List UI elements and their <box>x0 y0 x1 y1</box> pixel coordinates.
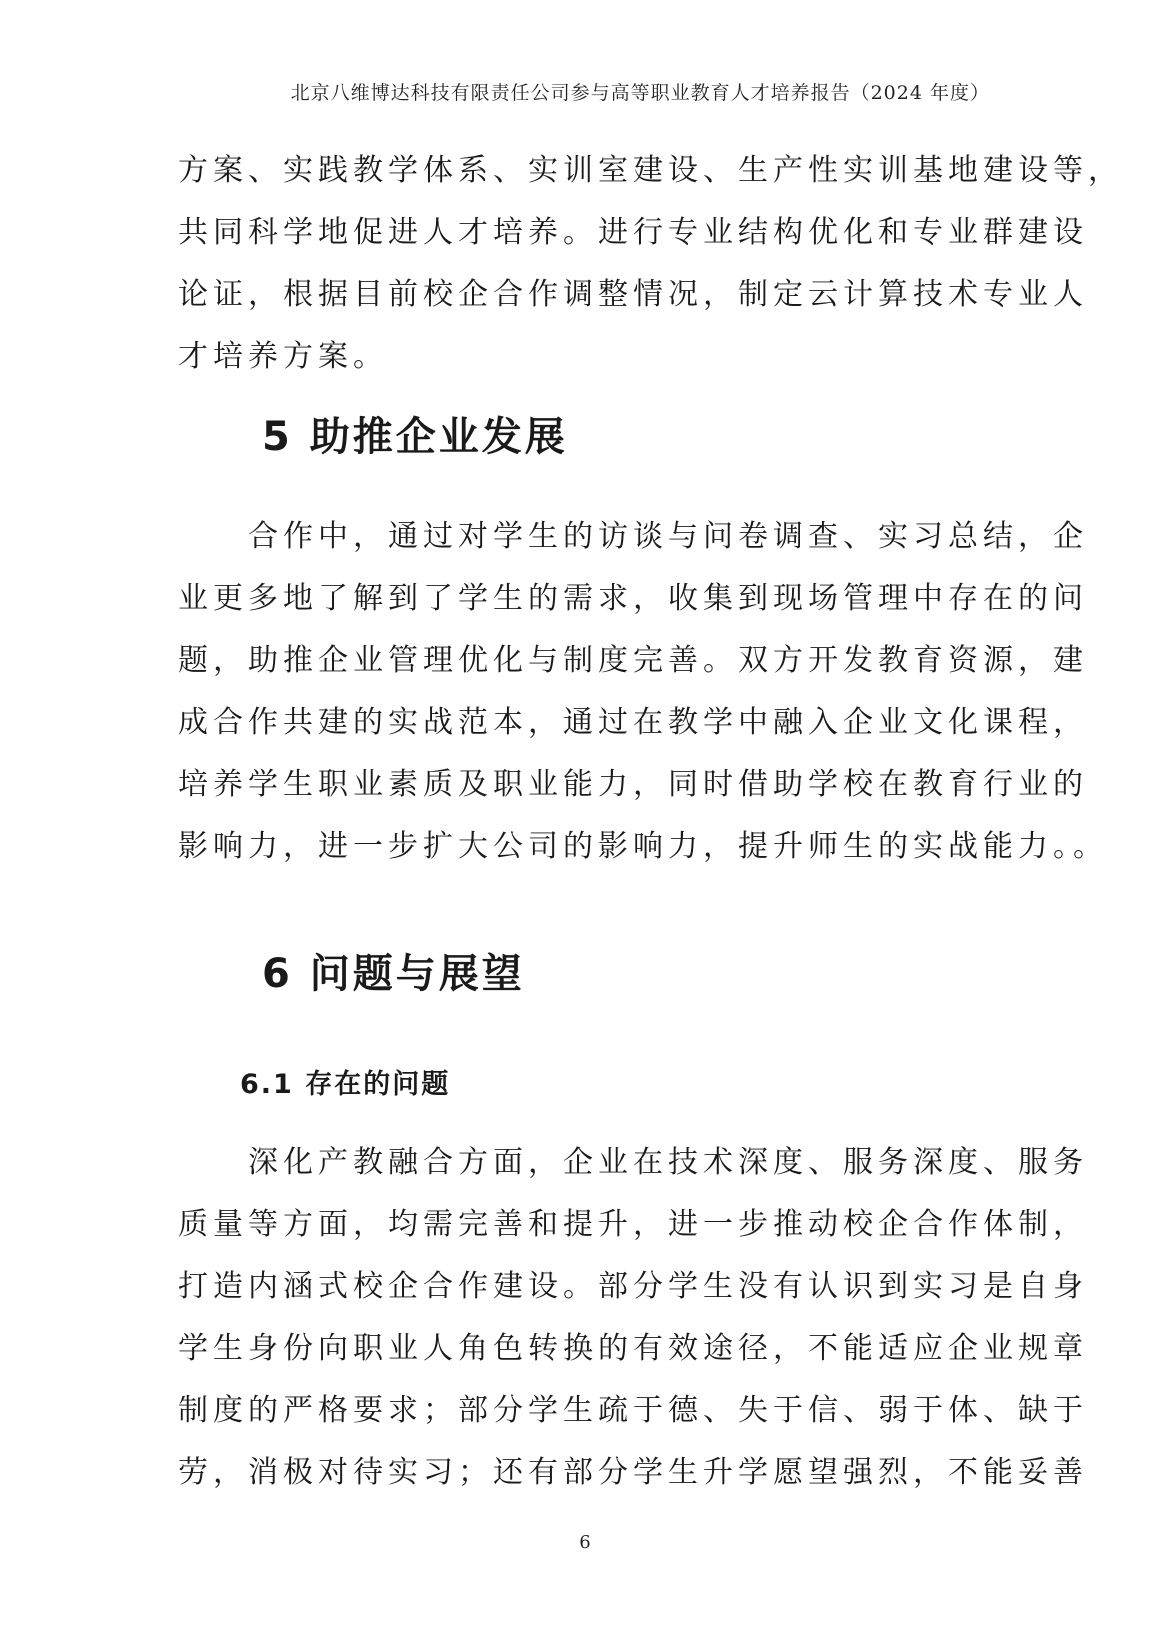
text-line: 合作中，通过对学生的访谈与问卷调查、实习总结，企 <box>178 519 1088 554</box>
text-line: 学生身份向职业人角色转换的有效途径，不能适应企业规章 <box>178 1331 1088 1366</box>
text-line: 题，助推企业管理优化与制度完善。双方开发教育资源，建 <box>178 643 1088 678</box>
text-line: 共同科学地促进人才培养。进行专业结构优化和专业群建设 <box>178 215 1088 250</box>
text-line: 深化产教融合方面，企业在技术深度、服务深度、服务 <box>178 1145 1088 1180</box>
text-line: 劳，消极对待实习；还有部分学生升学愿望强烈，不能妥善 <box>178 1455 1088 1490</box>
page-number: 6 <box>579 1532 591 1553</box>
text-line: 培养学生职业素质及职业能力，同时借助学校在教育行业的 <box>178 767 1088 802</box>
text-line: 成合作共建的实战范本，通过在教学中融入企业文化课程， <box>178 705 1088 740</box>
text-line: 才培养方案。 <box>178 339 388 374</box>
text-line: 质量等方面，均需完善和提升，进一步推动校企合作体制， <box>178 1207 1088 1242</box>
text-line: 业更多地了解到了学生的需求，收集到现场管理中存在的问 <box>178 581 1088 616</box>
paragraph-2 <box>178 506 1108 878</box>
text-line: 方案、实践教学体系、实训室建设、生产性实训基地建设等， <box>178 153 1123 188</box>
running-header: 北京八维博达科技有限责任公司参与高等职业教育人才培养报告（2024 年度） <box>290 82 990 104</box>
paragraph-1 <box>178 140 1123 388</box>
text-line: 论证，根据目前校企合作调整情况，制定云计算技术专业人 <box>178 277 1088 312</box>
text-line: 打造内涵式校企合作建设。部分学生没有认识到实习是自身 <box>178 1269 1088 1304</box>
text-line: 制度的严格要求；部分学生疏于德、失于信、弱于体、缺于 <box>178 1393 1088 1428</box>
paragraph-3 <box>178 1132 1088 1504</box>
section-5-heading: 5 助推企业发展 <box>262 414 568 460</box>
section-6-heading: 6 问题与展望 <box>262 951 525 997</box>
text-line: 影响力，进一步扩大公司的影响力，提升师生的实战能力。。 <box>178 829 1108 864</box>
section-6-1-heading: 6.1 存在的问题 <box>240 1069 451 1100</box>
